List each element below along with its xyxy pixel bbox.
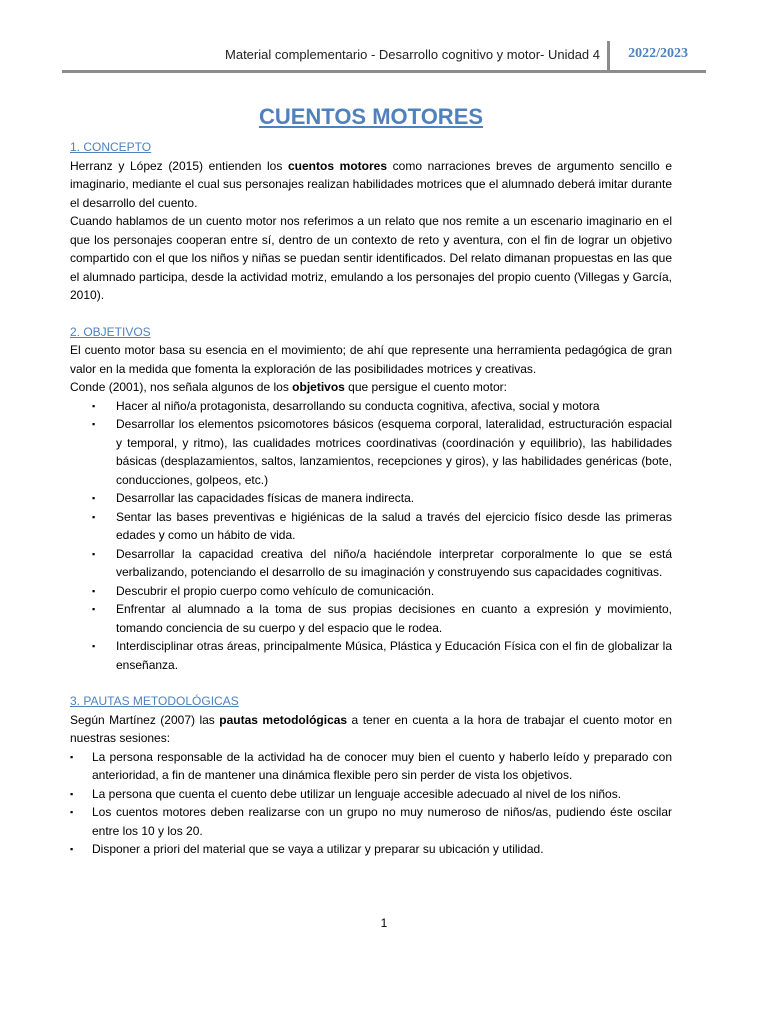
page-header [62,40,706,73]
paragraph [70,157,672,213]
list-item-text: Interdisciplinar otras áreas, principalmente Música, Plástica y Educación Física con el fin de globalizar la enseñanza. [116,639,672,672]
section-heading-concepto: 1. CONCEPTO [70,140,152,154]
list-item [70,415,672,489]
list-item [70,489,672,508]
bold-text: cuentos motores [288,158,387,173]
list-item-text: Disponer a priori del material que se vaya a utilizar y preparar su ubicación y utilidad. [92,842,544,856]
square-bullet-icon: ▪ [70,788,74,799]
text-run: a tener en cuenta a la hora de trabajar el cuento motor en nuestras sesiones: [70,712,672,745]
pautas-list [70,748,672,859]
list-item [70,508,672,545]
list-item [70,600,672,637]
square-bullet-icon: ▪ [70,807,74,817]
page-number: 1 [380,916,388,930]
list-item-text: Desarrollar las capacidades físicas de manera indirecta. [116,491,415,505]
square-bullet-icon: ▪ [92,493,96,503]
paragraph: Cuando hablamos de un cuento motor nos referimos a un relato que nos remite a un escenario imaginario en el que los personajes cooperan entre sí, dentro de un contexto de reto y aventura, con el fin de lograr un objetivo compartido con el que los niños y niñas se puedan sentir identificados. Del relato dimanan propuestas en las que el alumnado participa, desde la actividad motriz, emulando a los personajes del propio cuento (Villegas y García, 2010). [70,214,672,302]
page-content [70,100,672,859]
square-bullet-icon: ▪ [92,585,96,596]
list-item-text: La persona que cuenta el cuento debe utilizar un lenguaje accesible adecuado al nivel de los niños. [92,786,622,801]
list-item-text: Enfrentar al alumnado a la toma de sus propias decisiones en cuanto a expresión y movimiento, tomando conciencia de su cuerpo y del espacio que le rodea. [116,602,672,635]
bold-text: objetivos [292,380,345,394]
square-bullet-icon: ▪ [92,604,96,614]
list-item [70,803,672,840]
list-item [70,397,672,416]
document-title: CUENTOS MOTORES [258,104,484,129]
section-heading-objetivos: 2. OBJETIVOS [70,324,151,339]
list-item [70,582,672,601]
list-item-text: Desarrollar la capacidad creativa del niño/a haciéndole interpretar corporalmente lo que se está verbalizando, potenciando el desarrollo de su imaginación y construyendo sus capacidades cognitivas. [116,546,672,579]
list-item-text: Desarrollar los elementos psicomotores básicos (esquema corporal, lateralidad, estructuración espacial y temporal, y ritmo), las cualidades motrices coordinativas (coordinación y equilibrio), las habilidades básicas (desplazamientos, saltos, lanzamientos, recepciones y giros), y las habilidades genéricas (bote, conducciones, golpeos, etc.) [116,417,672,487]
square-bullet-icon: ▪ [70,844,74,854]
list-item-text: Sentar las bases preventivas e higiénicas de la salud a través del ejercicio físico desde las primeras edades y como un hábito de vida. [116,509,672,542]
square-bullet-icon: ▪ [92,641,96,651]
objetivos-list [70,397,672,675]
list-item [70,785,672,804]
square-bullet-icon: ▪ [70,751,74,762]
header-text: Material complementario - Desarrollo cognitivo y motor- Unidad 4 [225,47,600,62]
text-run: Según Martínez (2007) las [70,712,220,727]
text-run: Conde (2001), nos señala algunos de los [70,380,293,394]
text-run: Herranz y López (2015) entienden los [70,158,288,173]
list-item-text: La persona responsable de la actividad ha de conocer muy bien el cuento y haberlo leído y preparado con anterioridad, a fin de mantener una dinámica flexible pero sin perder de vista los objetivos. [92,749,672,782]
text-run: como narraciones breves de argumento sencillo e imaginario, mediante el cual sus personajes realizan habilidades motrices que el alumnado deberá imitar durante el desarrollo del cuento. [70,158,672,210]
square-bullet-icon: ▪ [92,511,96,522]
header-divider [607,41,610,71]
list-item-text: Descubrir el propio cuerpo como vehículo de comunicación. [116,583,435,598]
list-item [70,545,672,582]
list-item-text: Los cuentos motores deben realizarse con un grupo no muy numeroso de niños/as, pudiendo éste oscilar entre los 10 y los 20. [92,805,672,838]
paragraph [70,711,672,748]
section-heading-pautas: 3. PAUTAS METODOLÓGICAS [70,694,239,708]
spacer [70,305,672,323]
list-item [70,637,672,674]
list-item-text: Hacer al niño/a protagonista, desarrollando su conducta cognitiva, afectiva, social y motora [116,398,600,413]
list-item [70,748,672,785]
header-year: 2022/2023 [628,46,688,61]
square-bullet-icon: ▪ [92,548,96,559]
paragraph [70,378,672,397]
list-item [70,840,672,859]
square-bullet-icon: ▪ [92,400,96,411]
paragraph: El cuento motor basa su esencia en el movimiento; de ahí que represente una herramienta pedagógica de gran valor en la medida que fomenta la exploración de las posibilidades motrices y creativas. [70,343,672,376]
bold-text: pautas metodológicas [219,712,348,727]
text-run: que persigue el cuento motor: [344,380,507,394]
square-bullet-icon: ▪ [92,419,96,429]
spacer [70,674,672,692]
